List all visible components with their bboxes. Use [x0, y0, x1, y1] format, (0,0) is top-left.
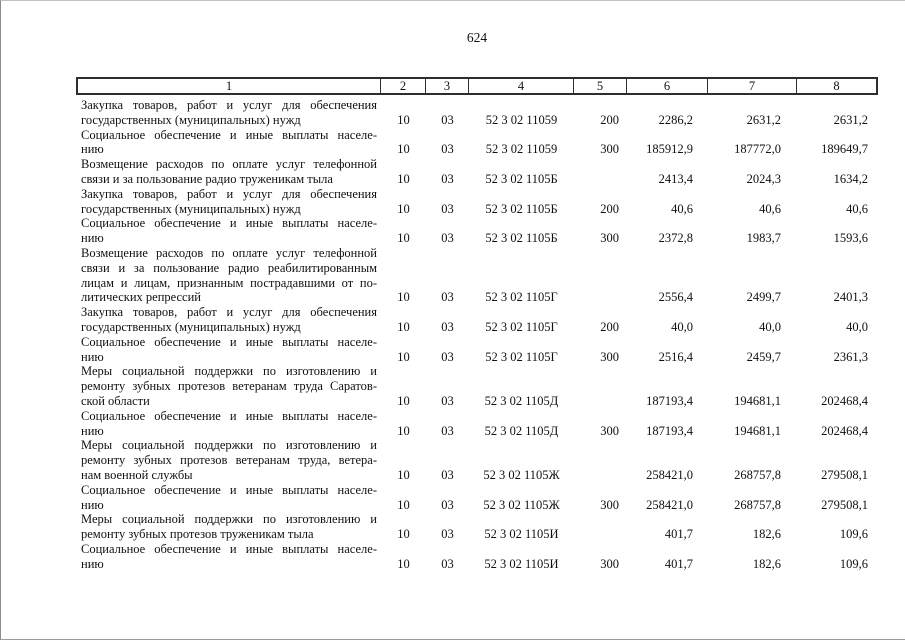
cell-amount-year3: 279508,1: [821, 497, 868, 512]
cell-podrazdel: 03: [441, 319, 454, 334]
cell-amount-year3: 202468,4: [821, 423, 868, 438]
cell-amount-year3: 202468,4: [821, 393, 868, 408]
cell-razdel: 10: [397, 497, 410, 512]
cell-amount-year3: 109,6: [839, 527, 868, 542]
cell-podrazdel: 03: [441, 142, 454, 157]
description-line: нию: [81, 231, 104, 246]
description-line: ремонту зубных протезов труженикам тыла: [81, 527, 314, 542]
column-header-5: 5: [574, 79, 627, 93]
table-row: [76, 483, 878, 513]
cell-target-code: 52 3 02 1105Б: [485, 231, 558, 246]
description-line: Социальное обеспечение и иные выплаты населе-: [81, 334, 377, 349]
table-row: [76, 335, 878, 365]
description-line: нию: [81, 556, 104, 571]
table-body: [76, 95, 878, 572]
description-line: связи и за пользование радио реабилитированным: [81, 260, 377, 275]
table-row: [76, 364, 878, 408]
column-header-8: 8: [833, 78, 840, 93]
table-row: [76, 157, 878, 187]
description-line: ремонту зубных протезов ветеранам труда Саратов-: [81, 379, 377, 394]
cell-amount-year3: 40,6: [846, 201, 868, 216]
description-line: Социальное обеспечение и иные выплаты населе-: [81, 541, 377, 556]
cell-expense-type: 200: [600, 319, 619, 334]
cell-amount-year1: 2372,8: [658, 231, 693, 246]
cell-target-code: 52 3 02 11059: [485, 142, 558, 157]
column-header-1: 1: [78, 79, 381, 93]
cell-podrazdel: 03: [441, 467, 454, 482]
description-line: нию: [81, 349, 104, 364]
cell-razdel: 10: [397, 171, 410, 186]
description-line: Меры социальной поддержки по изготовлению и: [81, 364, 377, 379]
description-line: ской области: [81, 393, 150, 408]
cell-amount-year1: 40,0: [671, 319, 693, 334]
cell-podrazdel: 03: [441, 112, 454, 127]
cell-amount-year1: 40,6: [671, 201, 693, 216]
cell-amount-year3: 189649,7: [821, 142, 868, 157]
cell-razdel: 10: [397, 527, 410, 542]
cell-expense-type: 200: [600, 201, 619, 216]
cell-amount-year2: 268757,8: [734, 497, 781, 512]
table-row: [76, 98, 878, 128]
cell-description: [76, 364, 381, 408]
description-line: Закупка товаров, работ и услуг для обеспечения: [81, 186, 377, 201]
cell-description: [76, 305, 381, 335]
cell-amount-year2: 40,0: [759, 319, 781, 334]
page-number: 624: [466, 30, 488, 45]
description-line: Закупка товаров, работ и услуг для обеспечения: [81, 305, 377, 320]
description-line: Меры социальной поддержки по изготовлению и: [81, 438, 377, 453]
cell-amount-year1: 258421,0: [646, 497, 693, 512]
cell-description: [76, 512, 381, 542]
cell-target-code: 52 3 02 1105Г: [485, 349, 558, 364]
cell-podrazdel: 03: [441, 423, 454, 438]
cell-amount-year2: 182,6: [752, 556, 781, 571]
cell-razdel: 10: [397, 112, 410, 127]
description-line: лицам и лицам, признанным пострадавшими от по-: [81, 275, 377, 290]
cell-expense-type: 300: [600, 142, 619, 157]
cell-target-code: 52 3 02 1105Ж: [483, 497, 560, 512]
column-header-3: 3: [426, 79, 469, 93]
cell-amount-year3: 109,6: [839, 556, 868, 571]
description-line: нию: [81, 142, 104, 157]
cell-amount-year2: 194681,1: [734, 393, 781, 408]
description-line: государственных (муниципальных) нужд: [81, 201, 301, 216]
description-line: Меры социальной поддержки по изготовлению и: [81, 512, 377, 527]
cell-description: [76, 157, 381, 187]
table-row: [76, 216, 878, 246]
cell-razdel: 10: [397, 142, 410, 157]
cell-razdel: 10: [397, 290, 410, 305]
cell-expense-type: 300: [600, 349, 619, 364]
cell-description: [76, 128, 381, 158]
cell-podrazdel: 03: [441, 171, 454, 186]
column-header-7: 7: [708, 79, 797, 93]
cell-expense-type: 300: [600, 423, 619, 438]
cell-target-code: 52 3 02 1105И: [484, 556, 559, 571]
cell-amount-year3: 1634,2: [833, 171, 868, 186]
description-line: государственных (муниципальных) нужд: [81, 112, 301, 127]
cell-amount-year3: 40,0: [846, 319, 868, 334]
cell-amount-year3: 2401,3: [833, 290, 868, 305]
cell-amount-year2: 40,6: [759, 201, 781, 216]
column-header-4: 4: [469, 79, 574, 93]
table-row: [76, 512, 878, 542]
cell-amount-year2: 187772,0: [734, 142, 781, 157]
cell-podrazdel: 03: [441, 497, 454, 512]
cell-razdel: 10: [397, 231, 410, 246]
cell-description: [76, 409, 381, 439]
cell-amount-year2: 182,6: [752, 527, 781, 542]
cell-amount-year1: 2413,4: [658, 171, 693, 186]
table-row: [76, 128, 878, 158]
cell-expense-type: 300: [600, 231, 619, 246]
cell-description: [76, 483, 381, 513]
table-row: [76, 409, 878, 439]
cell-expense-type: 300: [600, 497, 619, 512]
cell-amount-year3: 2631,2: [833, 112, 868, 127]
cell-podrazdel: 03: [441, 349, 454, 364]
cell-expense-type: 200: [600, 112, 619, 127]
cell-amount-year1: 2516,4: [658, 349, 693, 364]
description-line: связи и за пользование радио труженикам тыла: [81, 171, 333, 186]
cell-amount-year1: 185912,9: [646, 142, 693, 157]
cell-amount-year1: 187193,4: [646, 393, 693, 408]
table-header-row: [76, 77, 878, 95]
cell-amount-year1: 2286,2: [658, 112, 693, 127]
cell-description: [76, 187, 381, 217]
description-line: нию: [81, 497, 104, 512]
cell-amount-year2: 2499,7: [746, 290, 781, 305]
table-row: [76, 438, 878, 482]
cell-description: [76, 335, 381, 365]
cell-target-code: 52 3 02 1105Г: [485, 319, 558, 334]
cell-razdel: 10: [397, 393, 410, 408]
cell-description: [76, 438, 381, 482]
cell-target-code: 52 3 02 1105И: [484, 527, 559, 542]
cell-description: [76, 98, 381, 128]
cell-razdel: 10: [397, 319, 410, 334]
cell-amount-year3: 2361,3: [833, 349, 868, 364]
cell-target-code: 52 3 02 11059: [485, 112, 558, 127]
table-row: [76, 246, 878, 305]
cell-amount-year3: 279508,1: [821, 467, 868, 482]
page-content: [76, 1, 878, 640]
cell-description: [76, 246, 381, 305]
cell-amount-year1: 258421,0: [646, 467, 693, 482]
cell-razdel: 10: [397, 349, 410, 364]
cell-amount-year1: 187193,4: [646, 423, 693, 438]
cell-podrazdel: 03: [441, 393, 454, 408]
cell-amount-year1: 2556,4: [658, 290, 693, 305]
cell-target-code: 52 3 02 1105Ж: [483, 467, 560, 482]
description-line: Возмещение расходов по оплате услуг телефонной: [81, 157, 377, 172]
cell-amount-year1: 401,7: [664, 556, 693, 571]
cell-razdel: 10: [397, 423, 410, 438]
cell-amount-year2: 268757,8: [734, 467, 781, 482]
cell-amount-year2: 194681,1: [734, 423, 781, 438]
cell-razdel: 10: [397, 201, 410, 216]
cell-amount-year3: 1593,6: [833, 231, 868, 246]
description-line: Закупка товаров, работ и услуг для обеспечения: [81, 98, 377, 112]
description-line: Социальное обеспечение и иные выплаты населе-: [81, 482, 377, 497]
cell-description: [76, 542, 381, 572]
description-line: нам военной службы: [81, 467, 193, 482]
description-line: литических репрессий: [81, 290, 201, 305]
cell-expense-type: 300: [600, 556, 619, 571]
description-line: Возмещение расходов по оплате услуг телефонной: [81, 245, 377, 260]
cell-amount-year2: 2024,3: [746, 171, 781, 186]
cell-amount-year2: 2459,7: [746, 349, 781, 364]
description-line: государственных (муниципальных) нужд: [81, 319, 301, 334]
cell-podrazdel: 03: [441, 556, 454, 571]
description-line: ремонту зубных протезов ветеранам труда, ветера-: [81, 453, 377, 468]
cell-razdel: 10: [397, 467, 410, 482]
description-line: нию: [81, 423, 104, 438]
cell-target-code: 52 3 02 1105Д: [484, 393, 559, 408]
description-line: Социальное обеспечение и иные выплаты населе-: [81, 216, 377, 231]
cell-amount-year2: 2631,2: [746, 112, 781, 127]
column-header-6: 6: [627, 79, 708, 93]
table-row: [76, 305, 878, 335]
table-row: [76, 187, 878, 217]
description-line: Социальное обеспечение и иные выплаты населе-: [81, 127, 377, 142]
cell-description: [76, 216, 381, 246]
budget-table: [76, 77, 878, 572]
cell-razdel: 10: [397, 556, 410, 571]
cell-target-code: 52 3 02 1105Б: [485, 171, 558, 186]
cell-amount-year2: 1983,7: [746, 231, 781, 246]
cell-target-code: 52 3 02 1105Г: [485, 290, 558, 305]
cell-podrazdel: 03: [441, 231, 454, 246]
cell-podrazdel: 03: [441, 201, 454, 216]
cell-target-code: 52 3 02 1105Д: [484, 423, 559, 438]
column-header-2: 2: [381, 79, 426, 93]
cell-podrazdel: 03: [441, 290, 454, 305]
cell-amount-year1: 401,7: [664, 527, 693, 542]
table-row: [76, 542, 878, 572]
description-line: Социальное обеспечение и иные выплаты населе-: [81, 408, 377, 423]
cell-podrazdel: 03: [441, 527, 454, 542]
cell-target-code: 52 3 02 1105Б: [485, 201, 558, 216]
